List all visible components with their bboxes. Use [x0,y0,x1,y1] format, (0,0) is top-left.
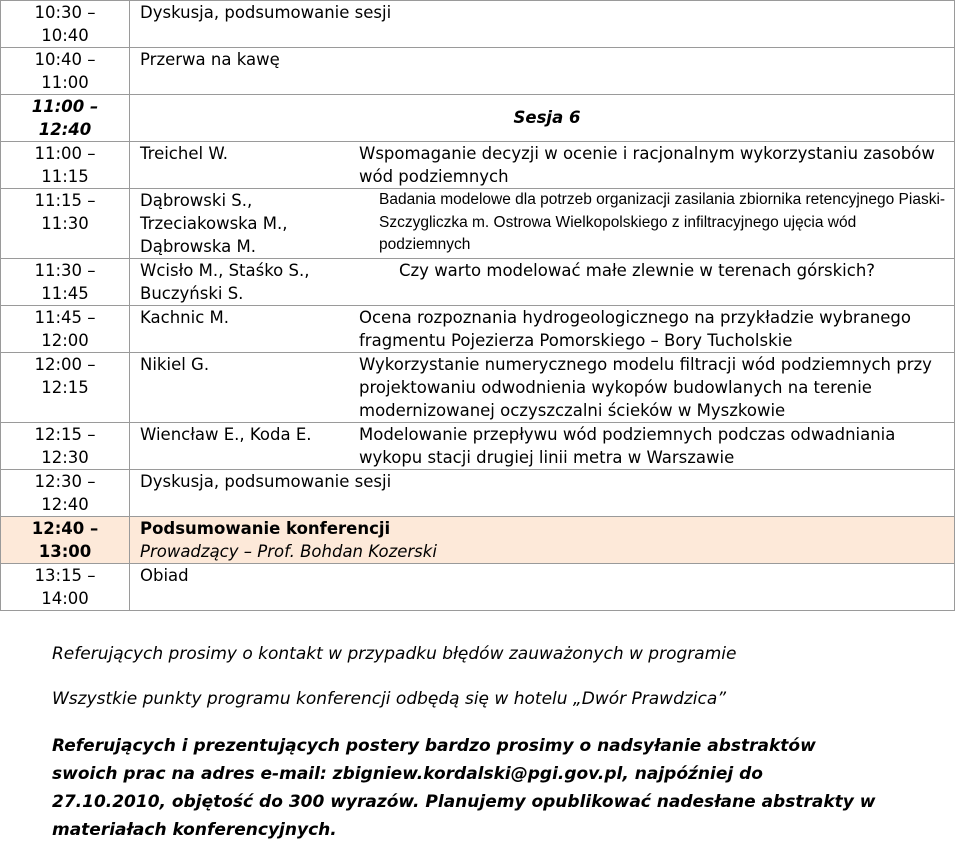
table-row [1,1,955,48]
table-row [1,564,955,611]
table-row [1,259,955,306]
time-cell [1,564,130,611]
talk-title: Badania modelowe dla potrzeb organizacji zasilania zbiornika retencyjnego Piaski-Szczygliczka m. Ostrowa Wielkopolskiego z infiltracyjnego ujęcia wód podziemnych [379,191,946,253]
time-start: 12:40 – [31,519,99,538]
table-row [1,48,955,95]
author: Treichel W. [140,144,228,163]
time-start: 11:45 – [34,308,96,327]
content-cell [130,470,955,517]
item-text: Przerwa na kawę [140,50,280,69]
talk-title: Wspomaganie decyzji w ocenie i racjonalnym wykorzystaniu zasobów wód podziemnych [359,144,935,186]
time-end: 12:40 [41,495,89,514]
time-start: 11:00 – [31,97,99,116]
content-cell [130,95,955,142]
session-title: Sesja 6 [513,108,581,127]
author: Kachnic M. [140,308,230,327]
author: Wiencław E., Koda E. [140,425,312,444]
talk-title: Czy warto modelować małe zlewnie w terenach górskich? [399,261,876,280]
time-start: 12:00 – [34,355,96,374]
time-start: 11:15 – [34,191,96,210]
item-text: Obiad [140,566,189,585]
table-row [1,142,955,189]
time-end: 11:45 [41,284,89,303]
content-cell [130,142,955,189]
time-cell [1,142,130,189]
time-end: 12:00 [41,331,89,350]
content-cell [130,189,955,259]
content-cell [130,353,955,423]
talk-title: Wykorzystanie numerycznego modelu filtracji wód podziemnych przy projektowaniu odwodnienia wykopów budowlanych na terenie modernizowanej oczyszczalni ścieków w Myszkowie [359,355,932,420]
time-end: 14:00 [41,589,89,608]
item-text: Dyskusja, podsumowanie sesji [140,472,392,491]
content-cell [130,259,955,306]
content-cell [130,306,955,353]
content-cell [130,1,955,48]
author: Dąbrowski S., Trzeciakowska M., Dąbrowska M. [140,191,288,256]
time-cell [1,1,130,48]
table-row [1,306,955,353]
table-row [1,470,955,517]
time-end: 11:00 [41,73,89,92]
time-cell [1,189,130,259]
author: Wcisło M., Staśko S., Buczyński S. [140,261,310,303]
time-cell [1,353,130,423]
author: Nikiel G. [140,355,210,374]
talk-title: Ocena rozpoznania hydrogeologicznego na przykładzie wybranego fragmentu Pojezierza Pomorskiego – Bory Tucholskie [359,308,911,350]
table-row [1,423,955,470]
time-cell [1,517,130,564]
note-venue: Wszystkie punkty programu konferencji odbędą się w hotelu „Dwór Prawdzica” [52,689,727,709]
time-end: 12:30 [41,448,89,467]
time-end: 13:00 [38,542,92,561]
time-cell [1,95,130,142]
time-cell [1,48,130,95]
time-start: 11:30 – [34,261,96,280]
chair-text: Prowadzący – Prof. Bohdan Kozerski [140,542,437,561]
table-row [1,189,955,259]
time-start: 12:15 – [34,425,96,444]
time-cell [1,423,130,470]
closing-heading: Podsumowanie konferencji [140,519,391,538]
item-text: Dyskusja, podsumowanie sesji [140,3,392,22]
time-start: 13:15 – [34,566,96,585]
time-start: 12:30 – [34,472,96,491]
note-abstracts: Referujących i prezentujących postery bardzo prosimy o nadsyłanie abstraktów swoich prac na adres e-mail: zbigniew.kordalski@pgi.gov.pl, najpóźniej do 27.10.2010, objętość do 300 wyrazów. Planujemy opublikować nadesłane abstrakty w materiałach konferencyjnych. [52,736,876,840]
table-row [1,517,955,564]
note-contact: Referujących prosimy o kontakt w przypadku błędów zauważonych w programie [52,644,737,664]
time-end: 11:30 [41,214,89,233]
time-end: 11:15 [41,167,89,186]
time-cell [1,470,130,517]
content-cell [130,517,955,564]
time-start: 10:30 – [34,3,96,22]
talk-title: Modelowanie przepływu wód podziemnych podczas odwadniania wykopu stacji drugiej linii metra w Warszawie [359,425,896,467]
time-cell [1,259,130,306]
time-end: 10:40 [41,26,89,45]
table-row [1,353,955,423]
time-end: 12:15 [41,378,89,397]
time-start: 10:40 – [34,50,96,69]
time-end: 12:40 [38,120,92,139]
content-cell [130,423,955,470]
table-row [1,95,955,142]
time-start: 11:00 – [34,144,96,163]
content-cell [130,48,955,95]
content-cell [130,564,955,611]
time-cell [1,306,130,353]
